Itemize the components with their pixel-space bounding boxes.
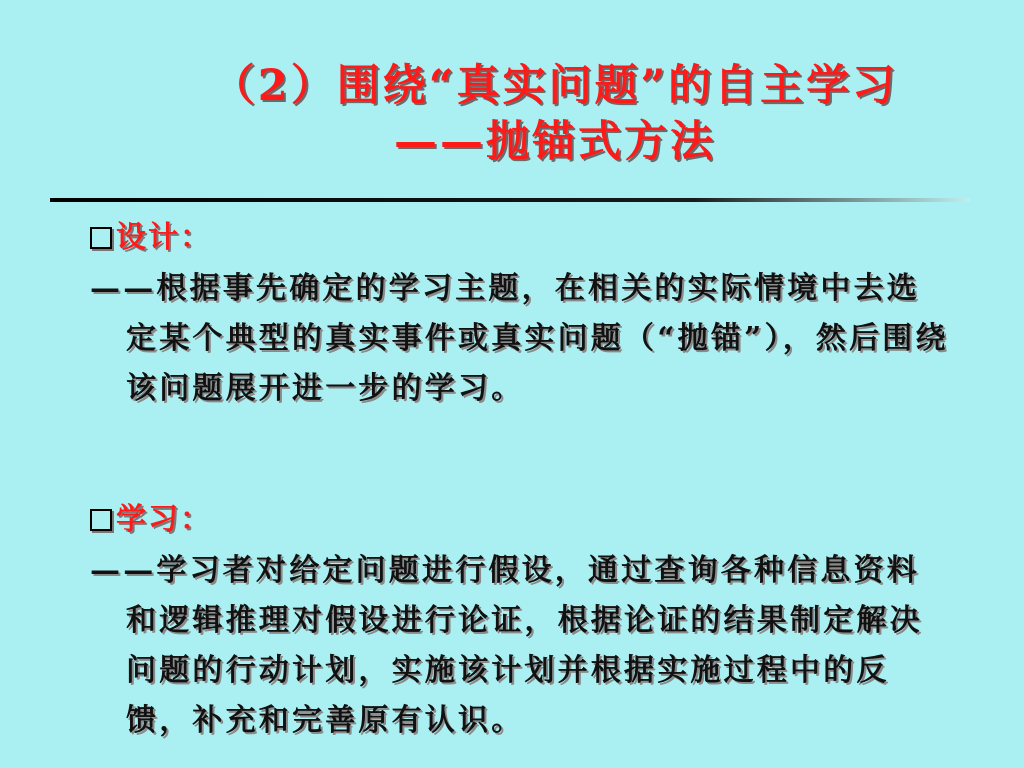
title-line-1: （2）围绕“真实问题”的自主学习	[211, 61, 899, 111]
section-heading	[90, 218, 950, 258]
section-heading-label: 学习：	[116, 502, 212, 537]
section-heading-label: 设计：	[116, 220, 212, 255]
title-line-2: ——抛锚式方法	[394, 117, 716, 167]
checkbox-bullet-icon	[90, 227, 112, 249]
checkbox-bullet-icon	[90, 509, 112, 531]
section-learning	[90, 500, 950, 746]
section-body: ——根据事先确定的学习主题，在相关的实际情境中去选定某个典型的真实事件或真实问题（“抛锚”），然后围绕该问题展开进一步的学习。	[90, 271, 949, 406]
section-body: ——学习者对给定问题进行假设，通过查询各种信息资料和逻辑推理对假设进行论证，根据论证的结果制定解决问题的行动计划，实施该计划并根据实施过程中的反馈，补充和完善原有认识。	[90, 553, 923, 738]
title-divider	[50, 198, 970, 202]
section-heading	[90, 500, 950, 540]
section-design	[90, 218, 950, 414]
slide-title	[140, 58, 970, 170]
